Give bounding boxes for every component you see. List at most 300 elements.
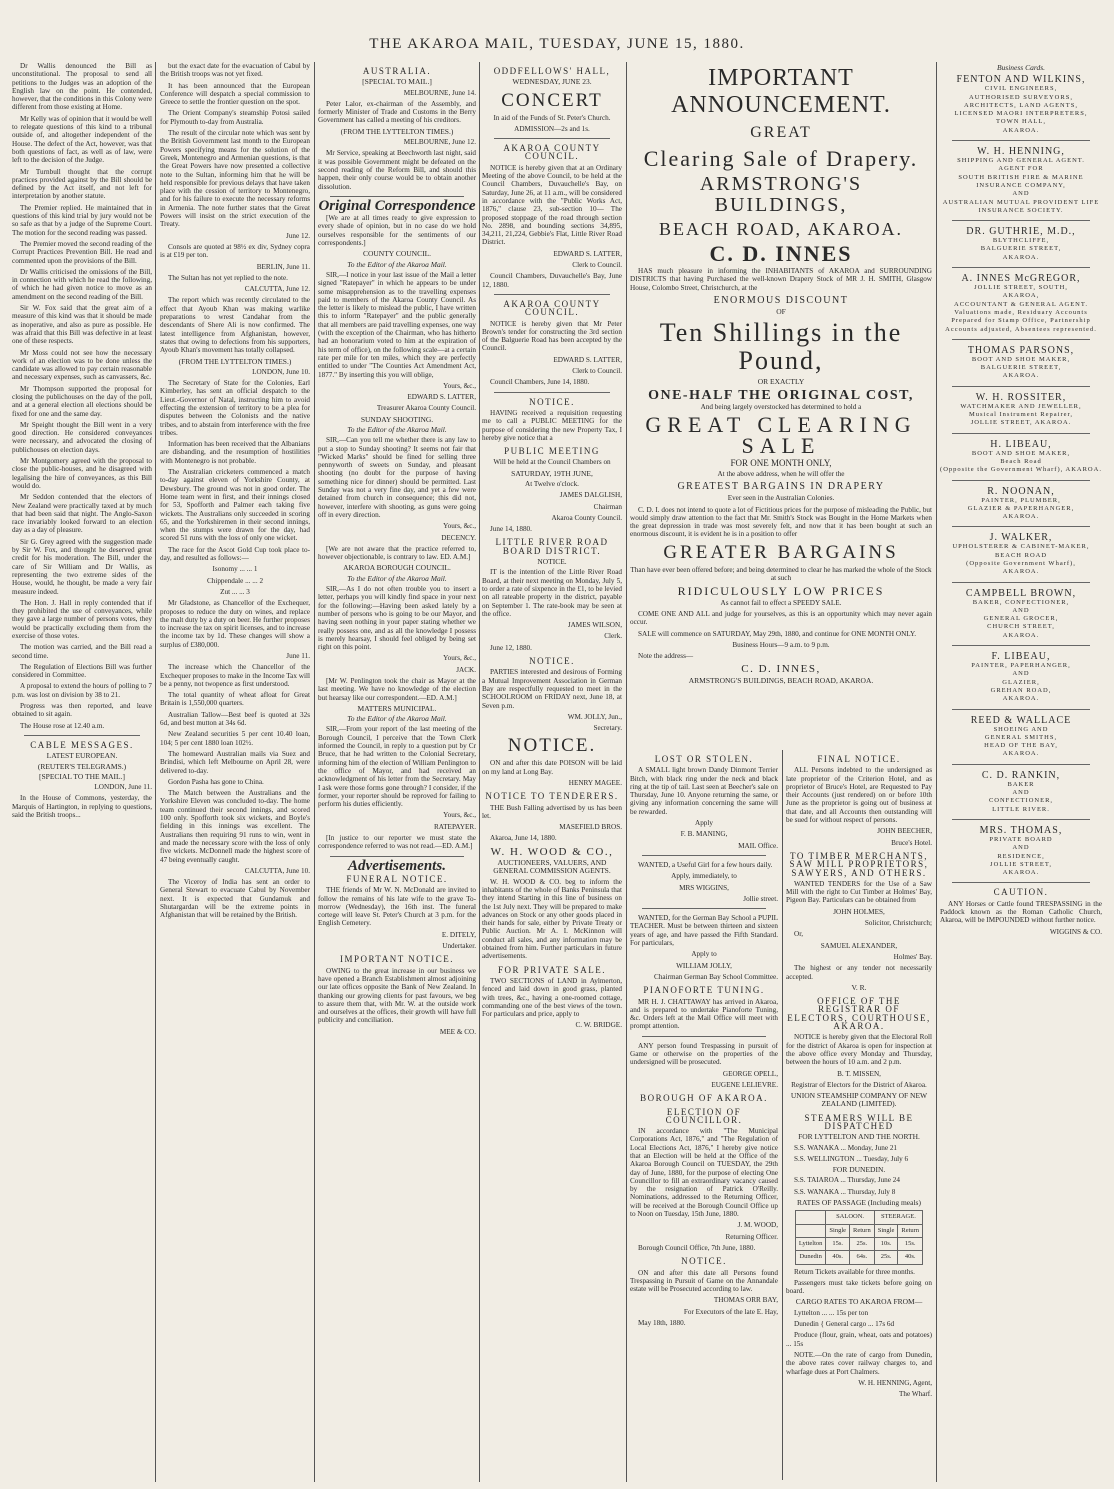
special-heading: [SPECIAL TO THE MAIL.] (39, 771, 125, 781)
letter-to: To the Editor of the Akaroa Mail. (347, 573, 447, 583)
news-paragraph: Mr Speight thought the Bill went in a very good direction. He considered conveyances were necessary, and advocated the closing of publichouses on election days. (12, 420, 152, 454)
ad-heading: CAUTION. (993, 887, 1049, 898)
news-paragraph: Dr Wallis criticised the omissions of the Bill, in connection with which he read the following, of which he had given notice to move as an amendment on the second reading of the Bill. (12, 267, 152, 301)
ad-body: Apply (695, 819, 713, 828)
ad-sign: Jollie street. (743, 894, 778, 903)
news-paragraph: The Match between the Australians and the Yorkshire Eleven was concluded to-day. The home team continued their second innings, and scored 100 only. Spofforth took six wickets, and Boyle's fielding in this innings was excellent. The Australians then requiring 91 runs to win, went in and made the necessary score with the loss of only five wickets. McDonnell made the highest score of 47 being eventually caught. (160, 789, 310, 864)
business-name: W. H. HENNING, (977, 146, 1065, 158)
ad-body: ALL Persons indebted to the undersigned as late proprietor of the Criterion Hotel, and as proprietor of Bruce's Hotel, are Requested to Pay their Accounts (just rendered) on or before 10th June as the proprietor is going out of business at that date, and all Accounts then outstanding will be sued for without respect of persons. (786, 766, 932, 825)
ad-heading: FOR PRIVATE SALE. (497, 964, 607, 975)
source-heading: (FROM THE LYTTELTON TIMES.) (340, 126, 454, 136)
ad-body: ADMISSION—2s and 1s. (514, 124, 590, 133)
cargo-rate: Produce (flour, grain, wheat, oats and potatoes) ... 15s (786, 1331, 932, 1348)
ad-subheading: BEACH ROAD, AKAROA. (658, 219, 903, 239)
ad-body: TWO SECTIONS of LAND in Aylmerton, fenced and laid down in good grass, planted with trees, &c., having a one-roomed cottage, commanding one of the best views of the town. For particulars and price, apply to (482, 976, 622, 1019)
table-cell: 40s. (898, 1251, 923, 1264)
table-cell: 25s. (850, 1237, 875, 1250)
business-card (940, 486, 1102, 528)
ad-heading: PIANOFORTE TUNING. (643, 985, 765, 996)
ad-body: IT is the intention of the Little River Road Board, at their next meeting on Monday, July 5, to order a rate of sixpence in the £1, to be levied on all rateable property in the district, payable on September 1. The rate-book may be seen at the office. (482, 568, 622, 618)
news-paragraph: The Premier replied. He maintained that in questions of this kind trial by jury would not be so safe as that by a judge of the Supreme Court. The motion for the second reading was passed. (12, 203, 152, 237)
divider (952, 339, 1090, 340)
letter-sign: JACK. (456, 665, 476, 674)
news-paragraph: The Orient Company's steamship Potosi sailed for Plymouth to-day from Australia. (160, 109, 310, 126)
business-name: H. LIBEAU, (990, 438, 1052, 450)
ad-body: THE friends of Mr W. N. McDonald are invited to follow the remains of his late wife to the grave To-morrow (Wednesday), the 16th inst. The funeral cortege will leave St. Peter's Church at 3 p.m. for the English Cemetery. (318, 886, 476, 928)
parliament-report (12, 62, 152, 730)
business-detail: BALGUERIE STREET, (980, 245, 1062, 253)
business-detail: AND (1012, 670, 1030, 678)
business-name: R. NOONAN, (987, 485, 1055, 497)
business-card (940, 439, 1102, 481)
business-detail: (Opposite the Government Wharf), AKAROA. (940, 466, 1102, 474)
news-paragraph: Mr Service, speaking at Beechworth last night, said it was possible Government might be defeated on the second reading of the Reform Bill, and should this happen, their only course would be to obtain another dissolution. (318, 149, 476, 191)
ad-body: Will be held at the Council Chambers on (493, 458, 611, 467)
ad-heading: ODDFELLOWS' HALL, (493, 66, 611, 76)
column-rule (936, 62, 937, 1482)
rates-heading: RATES OF PASSAGE (Including meals) (797, 1198, 921, 1208)
table-header: Single (874, 1224, 898, 1237)
table-cell (795, 1211, 825, 1224)
column-notices (482, 62, 622, 1482)
table-header: STEERAGE. (874, 1211, 922, 1224)
divider (494, 392, 610, 393)
ad-subheading: FOR ONE MONTH ONLY, (730, 458, 832, 469)
business-card (940, 770, 1102, 820)
business-detail: BAKER (1007, 780, 1035, 788)
ad-sign: HENRY MAGEE. (568, 779, 622, 787)
masthead: THE AKAROA MAIL, TUESDAY, JUNE 15, 1880. (369, 36, 745, 52)
ad-title: IMPORTANT ANNOUNCEMENT. (671, 65, 891, 118)
business-cards-heading: Business Cards. (996, 63, 1046, 72)
sailing: S.S. TAIAROA ... Thursday, June 24 (794, 1176, 900, 1185)
ad-sign: Secretary. (593, 724, 622, 733)
ad-body: Council Chambers, June 14, 1880. (490, 378, 590, 387)
source-heading: (FROM THE LYTTELTON TIMES.) (178, 356, 292, 366)
news-paragraph: Mr Seddon contended that the electors of New Zealand were practically taxed at by much that had been said that night. The Anglo-Saxon race invariably looked forward to an election day as a day of pleasure. (12, 493, 152, 535)
ad-body: NOTICE is hereby given that at an Ordinary Meeting of the above Council, to be held at the Council Chambers, Duvauchelle's Bay, on Saturday, June 26, at 11 a.m., will be considered in accordance with the "Public Works Act, 1876," clause 23, sub-section 10— The proposed stoppage of the road through section No. 2898, and bounding sections 34,895, 34,211, 21,224, Gebbie's Flat, Little River Road District. (482, 163, 622, 247)
ad-body: OWING to the great increase in our business we have opened a Branch Establishment almost adjoining our late offices opposite the Bank of New Zealand. In thanking our growing clients for past favours, we beg to assure them that, with Mr. W. at the outside work and ourselves at the offices, their growth will have full publicity and conciliation. (318, 966, 476, 1025)
ad-body: The highest or any tender not necessarily accepted. (786, 964, 932, 981)
ad-body: As cannot fail to effect a SPEEDY SALE. (720, 598, 842, 607)
ad-sign: Chairman German Bay School Committee. (654, 972, 778, 981)
letter-sign: Treasurer Akaroa County Council. (376, 404, 476, 413)
business-detail: Beach Road (1000, 457, 1042, 465)
business-cards (940, 74, 1102, 883)
news-paragraph: The total quantity of wheat afloat for Great Britain is 1,550,000 quarters. (160, 691, 310, 708)
divider (952, 819, 1090, 820)
ad-subheading: OR EXACTLY (757, 377, 805, 387)
column-rule (314, 62, 315, 1482)
ad-heading: FUNERAL NOTICE. (346, 873, 448, 884)
australia-heading: AUSTRALIA. (362, 66, 432, 76)
ad-body: June 12, 1880. (490, 643, 532, 652)
business-name: DR. GUTHRIE, M.D., (966, 226, 1076, 238)
column-rule (155, 62, 156, 1482)
ad-heading: IMPORTANT NOTICE. (339, 954, 455, 965)
business-detail: LITTLE RIVER. (992, 805, 1050, 813)
news-paragraph: The Premier moved the second reading of the Corrupt Practices Prevention Bill. He read and commented upon the provisions of the Bill. (12, 239, 152, 265)
rates-table (795, 1210, 923, 1264)
news-paragraph: It has been announced that the European Conference will despatch a special commission to Greece to settle the frontier question on the spot. (160, 81, 310, 107)
news-paragraph: Sir W. Fox said that the great aim of a measure of this kind was that it should be made as inoperative, and also as pure as possible. He was afraid that this Bill was defective in at least one of these respects. (12, 304, 152, 346)
business-card (940, 74, 1102, 141)
business-detail: HEAD OF THE BAY, (984, 742, 1058, 750)
ad-sign: J. M. WOOD, (737, 1221, 778, 1230)
ad-body: Borough Council Office, 7th June, 1880. (638, 1243, 756, 1252)
ad-sign: THOMAS ORR BAY, (713, 1296, 778, 1305)
letter-sign: Yours, &c., (443, 522, 476, 531)
special-heading: [SPECIAL TO MAIL.] (362, 77, 432, 87)
column-correspondence (318, 62, 476, 1482)
letter-body: SIR,—I notice in your last issue of the Mail a letter signed "Ratepayer" in which he appears to be under some misapprehension as to the travelling expenses paid to members of the Akaroa County Council. As the letter is likely to mislead the public, I have written this to inform "Ratepayer" and the public generally that all members are paid travelling expenses, one way (with the exception of the Chairman, who has hitherto had an honorarium voted to him at the expiration of his term of office), on the following scale—at a certain rate per mile for ten miles, which they are perfectly entitled to under "The Counties Act Amendment Act, 1877." By inserting this you will oblige, (318, 270, 476, 379)
table-header: SALOON. (826, 1211, 874, 1224)
divider (952, 480, 1090, 481)
business-detail: SOUTH BRITISH FIRE & MARINE INSURANCE COMPANY, (958, 173, 1084, 189)
route-heading: FOR LYTTELTON AND THE NORTH. (798, 1132, 920, 1142)
news-paragraph: The Secretary of State for the Colonies, Earl Kimberley, has sent an official despatch to the Lieut.-Governor of Natal, instructing him to avoid effecting the extension of territory to be a plea for disputes between the Colonists and the native tribes, and to abstain from interference with the free tribes. (160, 379, 310, 437)
ad-sign: Returning Officer. (725, 1232, 778, 1241)
ad-heading: ELECTION OF COUNCILLOR. (665, 1106, 743, 1125)
sailing: S.S. WANAKA ... Thursday, July 8 (794, 1187, 896, 1196)
letter-heading: AKAROA BOROUGH COUNCIL. (343, 563, 451, 573)
table-row (795, 1251, 922, 1264)
ad-body: May 18th, 1880. (638, 1319, 686, 1328)
ad-sign: F. B. MANING, (680, 830, 728, 839)
divider (952, 140, 1090, 141)
ad-body: ANY person found Trespassing in pursuit of Game or otherwise on the properties of the undersigned will be prosecuted. (630, 1041, 778, 1067)
news-paragraph: Mr Kelly was of opinion that it would be well to relegate questions of this kind to a tribunal outside of, and altogether independent of the House. The defect of the Act, however, was that both questions of fact, as well as of law, were left to the decision of the Judge. (12, 114, 152, 165)
reuter-heading: (REUTER'S TELEGRAMS.) (37, 761, 127, 771)
letter-heading: MATTERS MUNICIPAL. (357, 703, 437, 713)
business-detail: AKAROA. (1002, 750, 1040, 758)
business-name: REED & WALLACE (970, 714, 1072, 726)
ad-subheading: GREATEST BARGAINS IN DRAPERY (677, 480, 885, 492)
ad-sign: W. H. HENNING, Agent, (858, 1378, 932, 1387)
ad-sign: EDWARD S. LATTER, (553, 249, 622, 258)
ad-subheading: WEDNESDAY, JUNE 23. (512, 77, 592, 87)
news-paragraph: The homeward Australian mails via Suez and Brindisi, which left Melbourne on April 28, were delivered to-day. (160, 749, 310, 775)
news-paragraph: Consols are quoted at 98½ ex div, Sydney copra is at £19 per ton. (160, 242, 310, 260)
divider (952, 882, 1090, 883)
news-paragraph: The Australian cricketers commenced a match to-day against eleven of Yorkshire County, at Dewsbury. The ground was not in good order. The Home team went in first, and their innings closed for 53, Spofforth and Palmer each taking five wickets. The Australians only succeeded in scoring 65, and the Yorkshiremen in their second innings, when the stumps were drawn for the day, had scored 51 runs with the loss of only one wicket. (160, 468, 310, 543)
business-detail: JOLLIE STREET, SOUTH, (974, 284, 1068, 292)
ad-heading: AKAROA COUNTY COUNCIL. (503, 143, 601, 162)
letter-to: To the Editor of the Akaroa Mail. (347, 424, 447, 434)
news-paragraph: The House rose at 12.40 a.m. (20, 721, 105, 730)
business-detail: BLYTHCLIFFE, (992, 237, 1050, 245)
business-detail: PAINTER, PAPERHANGER, (971, 662, 1071, 670)
ad-body: W. H. WOOD & CO. beg to inform the inhabitants of the whole of Banks Peninsula that they intend Starting in this line of business on the 1st July next. They will be prepared to make advances on Stock or any other goods placed in their hands for sale, either by Private Treaty or Public Auction. Mr A. I. McKinnon will conduct all sales, and any information may be obtained from him. Further particulars in future advertisements. (482, 877, 622, 961)
ad-subheading: C. D. INNES, (741, 663, 821, 676)
business-card (940, 226, 1102, 268)
ad-body: HAVING received a requisition requesting me to call a PUBLIC MEETING for the purpose of considering the new Property Tax, I hereby give notice that a (482, 408, 622, 442)
ad-body: WANTED, for the German Bay School a PUPIL TEACHER. Must be between thirteen and sixteen years of age, and have passed the Fifth Standard. For particulars, (630, 914, 778, 948)
letter-sign: DECENCY. (441, 533, 476, 542)
divider (952, 386, 1090, 387)
ad-body: NOTICE is hereby given that Mr Peter Brown's tender for constructing the 3rd section of the Balguerie Road has been accepted by the Council. (482, 319, 622, 353)
editor-note: [In justice to our reporter we must state the correspondence referred to was not read.—ED. A.M.] (318, 834, 476, 851)
ad-sign: MEE & CO. (439, 1027, 476, 1036)
news-paragraph: Information has been received that the Albanians are disbanding, and the resumption of hostilities with Montenegro is not probable. (160, 440, 310, 465)
news-paragraph: Sir G. Grey agreed with the suggestion made by Sir W. Fox, and thought he deserved great credit for his moderation. The Bill, under the care of Sir William and Dr Wallis, as representing the two extreme sides of the House, would, he thought, be made a very fair measure indeed. (12, 537, 152, 596)
ad-subheading: STEAMERS WILL BE DISPATCHED (804, 1112, 914, 1131)
cargo-rate: Lyttelton ... ... 15s per ton (794, 1308, 869, 1317)
ad-heading: NOTICE. (681, 1256, 727, 1267)
dateline: MELBOURNE, June 14. (403, 88, 476, 97)
column-rule (479, 62, 480, 1482)
business-detail: SHIPPING AND GENERAL AGENT. (957, 157, 1085, 165)
ad-sign: C. W. BRIDGE. (575, 1021, 622, 1030)
business-detail: GREHAN ROAD, (990, 686, 1052, 694)
column-business-cards (940, 62, 1102, 1482)
dateline: LONDON, June 11. (94, 783, 152, 792)
column-rule (626, 62, 627, 1482)
news-paragraph: The Regulation of Elections Bill was further considered in Committee. (12, 662, 152, 680)
letter-sign: RATEPAYER. (433, 822, 476, 831)
ad-sign: WILLIAM JOLLY, (676, 961, 732, 970)
ad-body: June 14, 1880. (490, 525, 532, 534)
dateline: BERLIN, June 11. (256, 262, 310, 271)
divider (952, 526, 1090, 527)
business-detail: Musical Instrument Repairer, (968, 411, 1074, 419)
business-detail: GLAZIER & PAPERHANGER, (967, 504, 1075, 512)
business-detail: (Opposite Government Wharf), (966, 559, 1076, 567)
ad-body: At Twelve o'clock. (525, 479, 579, 488)
letter-sign: Yours, &c., (443, 381, 476, 390)
dateline: CALCUTTA, June 10. (244, 866, 310, 875)
cargo-rate: Dunedin { General cargo ... 17s 6d (794, 1320, 895, 1329)
news-paragraph: In the House of Commons, yesterday, the Marquis of Hartington, in replying to questions, said the British troops... (12, 794, 152, 820)
ad-subheading: ARMSTRONG'S BUILDINGS, (699, 173, 863, 216)
ad-body: NOTE.—On the rate of cargo from Dunedin, the above rates cover railway charges to, and wharfage dues at Port Chalmers. (786, 1350, 932, 1376)
ad-heading: NOTICE TO TENDERERS. (485, 791, 619, 802)
ad-subheading: ARMSTRONG'S BUILDINGS, BEACH ROAD, AKAROA. (688, 675, 874, 685)
letter-heading: SUNDAY SHOOTING. (360, 414, 434, 424)
ad-sign: JOHN HOLMES, (833, 907, 885, 916)
business-detail: ACCOUNTANT & GENERAL AGENT. (954, 300, 1088, 308)
ad-sign: Undertaker. (442, 942, 476, 951)
ad-body: THE Bush Falling advertised by us has been let. (482, 803, 622, 820)
letter-body: SIR,—From your report of the last meeting of the Borough Council, I perceive that the Town Clerk informed the Council, in reply to a question put by Cr Bruce, that he had written to the Colonial Secretary, informing him of the election of William Penlington to the office of Mayor, and had received an acknowledgment of his letter from the Secretary. May I ask were those forms gone through? I consider, if the former, your reporter should be reproved for failing to perform his duties efficiently. (318, 725, 476, 809)
divider (952, 433, 1090, 434)
ad-body: SALE will commence on SATURDAY, May 29th, 1880, and continue for ONE MONTH ONLY. (638, 629, 917, 638)
column-cables (160, 62, 310, 1482)
ad-sign: WM. JOLLY, Jun., (567, 712, 622, 721)
ad-sign: SAMUEL ALEXANDER, (820, 941, 898, 950)
concert-heading: CONCERT (501, 89, 603, 111)
news-paragraph: Gordon Pasha has gone to China. (168, 777, 264, 786)
ad-sign: Chairman (593, 502, 622, 511)
divider (642, 1036, 766, 1037)
cable-heading: CABLE MESSAGES. (30, 739, 134, 750)
letter-sign: Yours, &c., (443, 811, 476, 820)
ad-body: In aid of the Funds of St. Peter's Church. (493, 113, 611, 122)
business-name: THOMAS PARSONS, (967, 344, 1075, 356)
news-paragraph: The report which was recently circulated to the effect that Ayoub Khan was making warlike preparations to wrest Candahar from the descendants of Shere Ali is now confirmed. The latest intelligence from Afghanistan, however, states that owing to defections from his supporters, Ayoub Khan's movement has totally collapsed. (160, 296, 310, 355)
table-row (795, 1237, 922, 1250)
news-paragraph: New Zealand securities 5 per cent 10.40 loan, 104; 5 per cent 1880 loan 102½. (160, 730, 310, 747)
business-detail: AKAROA. (1002, 568, 1040, 576)
ad-subheading: C. D. INNES (709, 241, 853, 266)
ad-subheading: GREAT (750, 124, 812, 141)
business-card (940, 532, 1102, 582)
cable-news (160, 599, 310, 649)
ad-subheading: Ten Shillings in the Pound, (659, 318, 903, 376)
sailing: S.S. WANAKA ... Monday, June 21 (794, 1143, 898, 1152)
ad-body: Council Chambers, Duvauchelle's Bay, June 12, 1880. (482, 272, 622, 289)
dateline: June 11. (286, 652, 310, 660)
business-detail: AUSTRALIAN MUTUAL PROVIDENT LIFE INSURANCE SOCIETY. (942, 198, 1100, 214)
news-paragraph: The result of the circular note which was sent by the British Government last month to the European Powers specifying means for the solution of the Greek, Montenegro and Armenian questions, is that the Great Powers have now presented a collective note to the Sultan, informing him that he will be held responsible for previous delays that have taken place with the cession of territory to Montenegro, and for his failure to execute the necessary reforms in Armenia. The note further states that the Great Powers will insist on the strict execution of the Treaty. (160, 129, 310, 229)
ad-subheading: OF (776, 307, 786, 317)
business-detail: ARCHITECTS, LAND AGENTS, (964, 101, 1078, 109)
ad-body: MR H. J. CHATTAWAY has arrived in Akaroa, and is prepared to undertake Pianoforte Tuning, &c. Orders left at the Mail Office will meet with prompt attention. (630, 997, 778, 1031)
divider (642, 908, 766, 909)
business-name: J. WALKER, (989, 532, 1053, 544)
business-detail: AND (1012, 606, 1030, 614)
ad-body: Or, (794, 930, 804, 939)
ad-heading: FINAL NOTICE. (817, 754, 901, 764)
ad-body: ON and after this date all Persons found Trespassing in Pursuit of Game on the Annandale estate will be Prosecuted according to law. (630, 1268, 778, 1294)
business-detail: CONFECTIONER, (988, 797, 1054, 805)
advertisements-heading: Advertisements. (348, 857, 446, 874)
divider (952, 764, 1090, 765)
ad-body: PARTIES interested and desirous of Forming a Mutual Improvement Association in German Bay are respectfully requested to meet in the SCHOOLROOM on FRIDAY next, June 18, at Seven p.m. (482, 668, 622, 710)
business-card (940, 651, 1102, 709)
business-detail: CHURCH STREET, (987, 623, 1055, 631)
table-cell: 25s. (874, 1251, 898, 1264)
race-result: Chippendale ... ... 2 (206, 576, 264, 585)
news-paragraph: Mr Montgomery agreed with the proposal to close the public-houses, and he disagreed with legalising the hire of conveyances, as this Bill would do. (12, 457, 152, 490)
ad-sign: MASEFIELD BROS. (559, 823, 622, 832)
table-header: Return (850, 1224, 875, 1237)
business-detail: AKAROA. (1002, 869, 1040, 877)
business-detail: AUTHORISED SURVEYORS, (969, 93, 1073, 101)
business-detail: JOLLIE STREET, (990, 860, 1052, 868)
correspondence-heading: Original Correspondence (318, 197, 476, 214)
business-detail: AGENT FOR (998, 165, 1044, 173)
ad-body: A SMALL light brown Dandy Dinmont Terrier Bitch, with black ring under the neck and black ring at the tip of tail. Last seen at Beecher's sale on Thursday, June 10. Anyone returning the same, or giving any information concerning the same will be rewarded. (630, 766, 778, 816)
business-card (940, 825, 1102, 883)
ad-sign: WIGGINS & CO. (1049, 927, 1102, 936)
business-detail: AND (1012, 789, 1030, 797)
business-detail: PAINTER, PLUMBER, (981, 496, 1061, 504)
ad-heading: BOROUGH OF AKAROA. (640, 1093, 768, 1104)
ad-body: Akaroa, June 14, 1880. (490, 834, 557, 843)
divider (952, 267, 1090, 268)
cargo-heading: CARGO RATES TO AKAROA FROM— (795, 1297, 923, 1307)
ad-heading: TO TIMBER MERCHANTS, SAW MILL PROPRIETORS, SAWYERS, AND OTHERS. (789, 850, 929, 878)
table-cell: Dunedin (795, 1251, 825, 1264)
ad-body: ANY Horses or Cattle found TRESPASSING in the Paddock known as the Roman Catholic Church, Akaroa, will be IMPOUNDED without further notice. (940, 899, 1102, 925)
divider (330, 856, 464, 857)
news-paragraph: Mr Thompson supported the proposal for closing the publichouses on the day of the poll, and at a general election all elections should be fixed for one and the same day. (12, 384, 152, 418)
ad-body: Passengers must take tickets before going on board. (786, 1278, 932, 1296)
ad-heading: LOST OR STOLEN. (654, 754, 754, 764)
drapery-announcement (630, 62, 932, 748)
table-cell: 10s. (874, 1237, 898, 1250)
business-detail: BALGUERIE STREET, (980, 364, 1062, 372)
ad-sign: MAIL Office. (738, 841, 778, 850)
ad-body: COME ONE AND ALL and judge for yourselves, as this is an opportunity which may never again occur. (630, 609, 932, 627)
business-detail: CIVIL ENGINEERS, (984, 85, 1058, 93)
ad-body: And being largely overstocked has determined to hold a (700, 403, 862, 412)
ad-heading: NOTICE. (529, 656, 575, 667)
letter-to: To the Editor of the Akaroa Mail. (347, 714, 447, 724)
business-card (940, 273, 1102, 340)
ad-sign: MRS WIGGINS, (679, 883, 729, 892)
business-detail: LICENSED MAORI INTERPRETERS, (954, 110, 1088, 118)
news-paragraph: Mr Turnbull thought that the corrupt practices provided against by the Bill should be defined by the Act itself, and not left for interpretation by another statute. (12, 167, 152, 201)
ad-sign: Solicitor, Christchurch; (864, 919, 932, 928)
business-name: F. LIBEAU, (991, 651, 1051, 663)
divider (952, 645, 1090, 646)
ad-heading: AKAROA COUNTY COUNCIL. (503, 298, 601, 318)
disclaimer: [We are at all times ready to give expression to every shade of opinion, but in no case do we hold ourselves responsible for the sentiments of our correspondents.] (318, 214, 476, 248)
latest-heading: LATEST EUROPEAN. (46, 751, 118, 761)
ad-body: Business Hours—9 a.m. to 9 p.m. (732, 640, 830, 649)
business-detail: UPHOLSTERER & CABINET-MAKER, (952, 543, 1090, 551)
business-detail: WATCHMAKER AND JEWELLER, (960, 402, 1082, 410)
business-detail: Valuations made, Residuary Accounts Prepared for Stamp Office, Partnership Accounts adjusted, Absentees represented. (945, 308, 1097, 333)
business-detail: AND (1012, 844, 1030, 852)
letter-to: To the Editor of the Akaroa Mail. (347, 259, 447, 269)
business-name: W. H. ROSSITER, (975, 391, 1067, 403)
news-paragraph: The race for the Ascot Gold Cup took place to-day, and resulted as follows:— (160, 545, 310, 563)
business-detail: PRIVATE BOARD (989, 835, 1053, 843)
ad-subheading: SATURDAY, 19TH JUNE, (511, 468, 593, 478)
column-parliament (12, 62, 152, 1482)
business-detail: AND (1012, 190, 1030, 198)
business-detail: SHOEING AND (993, 725, 1049, 733)
news-paragraph: Australian Tallow—Best beef is quoted at 32s 6d, and best mutton at 34s 6d. (160, 710, 310, 728)
ad-sign: Clerk to Council. (572, 261, 622, 270)
ad-sign: The Wharf. (899, 1390, 932, 1399)
cable-news (160, 62, 310, 229)
business-detail: BOOT AND SHOE MAKER, (971, 449, 1071, 457)
ad-sign: For Executors of the late E. Hay, (683, 1307, 778, 1316)
business-detail: BEACH ROAD (994, 551, 1048, 559)
business-detail: GLAZIER, (1002, 678, 1040, 686)
business-name: MRS. THOMAS, (979, 824, 1063, 836)
business-detail: AKAROA. (1002, 253, 1040, 261)
cable-news (160, 379, 310, 562)
ad-body: HAS much pleasure in informing the INHABITANTS of AKAROA and SURROUNDING DISTRICTS that having Purchased the well-known Drapery Stock of MR J. H. SMITH, Glasgow House, Colombo Street, Christchurch, at the (630, 267, 932, 292)
business-card (940, 715, 1102, 765)
business-name: FENTON AND WILKINS, (956, 74, 1086, 86)
editor-note: [Mr W. Penlington took the chair as Mayor at the last meeting. We have no knowledge of the election but hearsay like our correspondent.—ED. A.M.] (318, 677, 476, 702)
ad-subheading: GREATER BARGAINS (663, 541, 899, 563)
business-card (940, 588, 1102, 646)
news-paragraph: but the exact date for the evacuation of Cabul by the British troops was not yet fixed. (160, 62, 310, 79)
divider (494, 294, 610, 295)
business-card (940, 146, 1102, 221)
ad-subheading: AUCTIONEERS, VALUERS, AND GENERAL COMMISSION AGENTS. (493, 858, 611, 876)
ad-subheading: Clearing Sale of Drapery. (643, 146, 919, 171)
table-cell (795, 1224, 825, 1237)
ad-sign: JOHN BEECHER, (877, 827, 932, 836)
ad-heading: LITTLE RIVER ROAD BOARD DISTRICT. (495, 537, 609, 556)
table-cell: Lyttelton (795, 1237, 825, 1250)
ad-body: WANTED, a Useful Girl for a few hours daily. (638, 860, 773, 869)
race-results (160, 565, 310, 596)
ad-subheading: ENORMOUS DISCOUNT (713, 294, 849, 306)
divider (24, 735, 140, 736)
business-detail: AKAROA. (1002, 372, 1040, 380)
news-paragraph: The Sultan has not yet replied to the note. (168, 273, 288, 282)
letter-body: SIR,—As I do not often trouble you to insert a letter, perhaps you will kindly find space in your next for the following:—Having been asked lately by a number of persons who is going to be our Mayor, and having seen nothing in your paper stating whether we really possess one, and as all the knowledge I possess is merely hearsay, I should feel obliged by being set right on this point. (318, 585, 476, 652)
